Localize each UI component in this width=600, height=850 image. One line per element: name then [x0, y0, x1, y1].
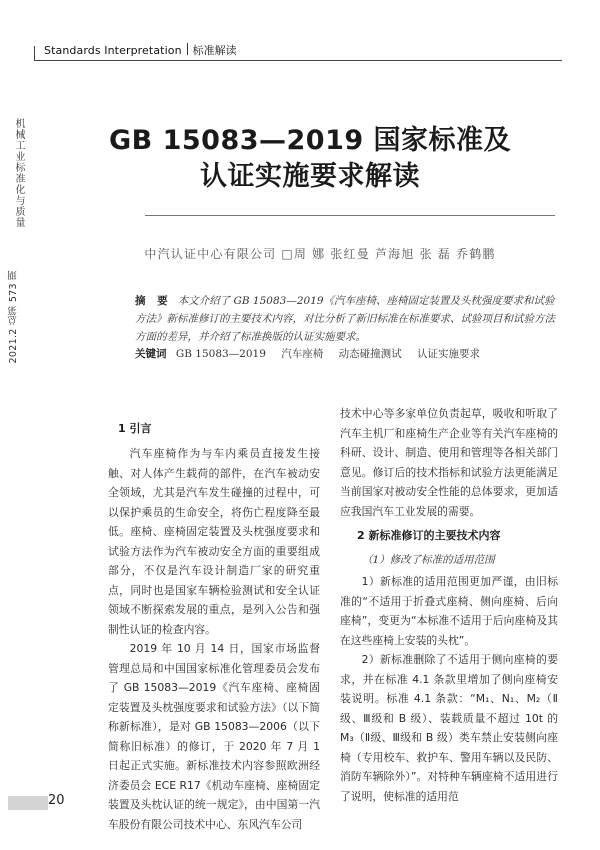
header-chinese: 标准解读 — [192, 44, 237, 57]
paragraph: 2）新标准删除了不适用于侧向座椅的要求，并在标准 4.1 条款里增加了侧向座椅安装说明。标准 4.1 条款：“M₁、N₁、M₂（Ⅱ级、Ⅲ级和 B 级）、装载质量不超过 10t 的 M₃（Ⅱ级、Ⅲ级和 B 级）类车禁止安装侧向座椅（专用校车、救护车、警用车辆以及民防、消防车辆除外）”。对特种车辆座椅不适用进行了说明，使标准的适用范 — [340, 653, 558, 803]
page-number-tab — [8, 796, 48, 810]
paragraph: 2019 年 10 月 14 日，国家市场监督管理总局和中国国家标准化管理委员会发布了 GB 15083—2019《汽车座椅、座椅固定装置及头枕强度要求和试验方法》（以下简称新标准），是对 GB 15083—2006（以下简称旧标准）的修订，于 2020 年 7 月 1 日起正式实施。新标准技术内容参照欧洲经济委员会 ECE R17《机动车座椅、座椅固定装置及头枕认证的统一规定》，由中国第一汽车股份有限公司技术中心、东风汽车公司 — [108, 642, 320, 831]
side-issue-info: 2021.2 总第 573 期 — [8, 270, 19, 364]
left-column — [108, 444, 320, 834]
header-separator — [187, 43, 188, 55]
header-tick — [34, 46, 35, 61]
section1-heading: 1 引言 — [118, 422, 152, 435]
paragraph: 1）新标准的适用范围更加严谨，由旧标准的“不适用于折叠式座椅、侧向座椅、后向座椅”，变更为“本标准不适用于后向座椅及其在这些座椅上安装的头枕”。 — [340, 575, 558, 647]
authors: 中汽认证中心有限公司 □周 娜 张红曼 芦海旭 张 磊 乔鹤鹏 — [144, 247, 496, 261]
paragraph: 汽车座椅作为与车内乘员直接发生接触、对人体产生载荷的部件，在汽车被动安全领域，尤其是汽车发生碰撞的过程中，可以保护乘员的生命安全，将伤亡程度降至最低。座椅、座椅固定装置及头枕强度要求和试验方法作为汽车被动安全方面的重要组成部分，不仅是汽车设计制造厂家的研究重点，同时也是国家车辆检验测试和安全认证领域不断探索发展的重点，是列入公告和强制性认证的检查内容。 — [108, 447, 320, 636]
running-header — [0, 42, 600, 62]
section2-heading: 2 新标准修订的主要技术内容 — [357, 529, 501, 542]
abstract — [135, 292, 560, 346]
keyword-item: 认证实施要求 — [416, 348, 480, 360]
keyword-item: 动态碰撞测试 — [338, 348, 402, 360]
header-rule — [34, 60, 562, 61]
abstract-label: 摘 要 — [135, 295, 172, 307]
keyword-item: GB 15083—2019 — [175, 348, 266, 360]
keywords — [135, 346, 560, 362]
abstract-text: 本文介绍了 GB 15083—2019《汽车座椅、座椅固定装置及头枕强度要求和试验方法》新标准修订的主要技术内容，对比分析了新旧标准在标准要求、试验项目和试验方法方面的差异，并介绍了标准换版的认证实施要求。 — [135, 295, 555, 343]
article-title-line2: 认证实施要求解读 — [200, 161, 420, 192]
header-text — [44, 43, 237, 59]
right-column-intro — [340, 404, 558, 521]
subsection-heading: （1）修改了标准的适用范围 — [362, 554, 495, 566]
header-english: Standards Interpretation — [44, 44, 182, 57]
right-column-body — [340, 572, 558, 806]
article-title-line1: GB 15083—2019 国家标准及 — [108, 125, 512, 156]
keywords-label: 关键词 — [135, 348, 167, 360]
page-number: 20 — [48, 793, 65, 808]
keyword-item: 汽车座椅 — [281, 348, 324, 360]
side-journal-name: 机械工业标准化与质量 — [13, 118, 24, 228]
paragraph: 技术中心等多家单位负责起草，吸收和听取了汽车主机厂和座椅生产企业等有关汽车座椅的科研、设计、制造、使用和管理等各相关部门意见。修订后的技术指标和试验方法更能满足当前国家对被动安全性能的总体要求，更加适应我国汽车工业发展的需要。 — [340, 407, 558, 518]
title-rule — [145, 215, 555, 216]
